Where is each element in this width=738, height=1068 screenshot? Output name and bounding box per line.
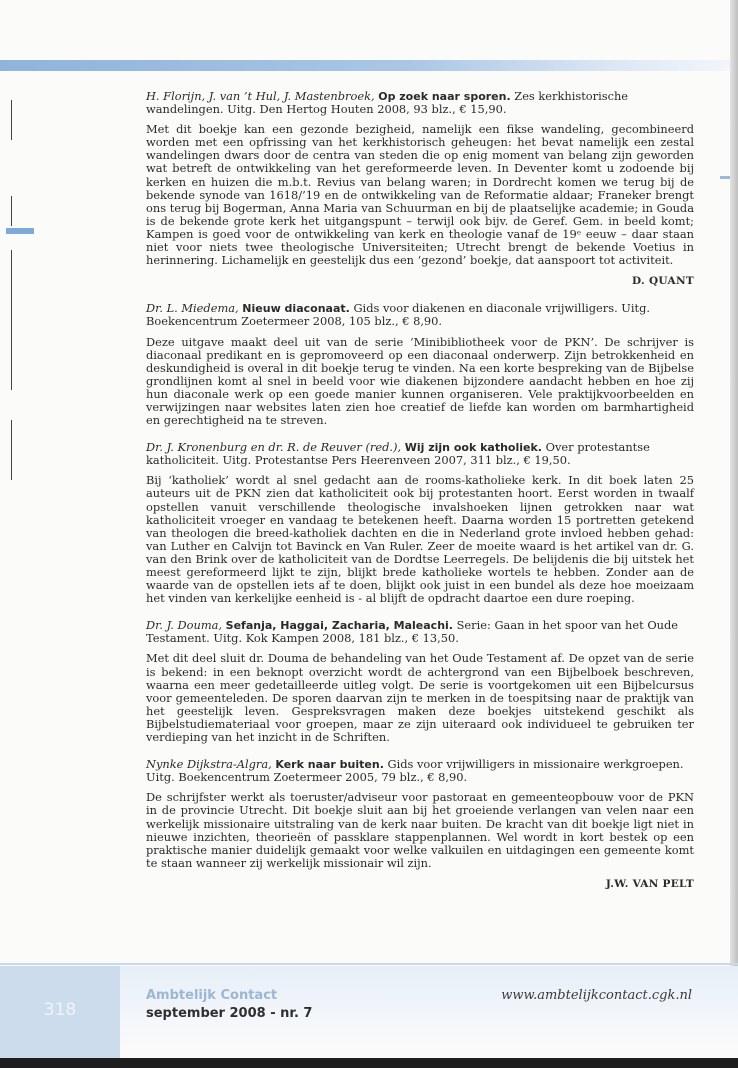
book-authors: Dr. J. Douma, — [146, 618, 223, 633]
review-column — [146, 90, 694, 905]
review-entry — [146, 441, 694, 605]
website-url: www.ambtelijkcontact.cgk.nl — [501, 988, 692, 1003]
book-details: Gids voor diakenen en diaconale vrijwilligers. Uitg. Boekencentrum Zoetermeer 2008, 105 blz., € 8,90. — [146, 301, 651, 329]
review-entry — [146, 758, 694, 891]
margin-tick — [11, 100, 12, 140]
book-details: Over protestantse katholiciteit. Uitg. Protestantse Pers Heerenveen 2007, 311 blz., € 19,50. — [146, 440, 650, 468]
review-entry — [146, 90, 694, 288]
margin-tick — [11, 250, 12, 390]
margin-tick — [11, 196, 12, 226]
page-bottom-edge — [0, 1058, 738, 1068]
issue-label: september 2008 - nr. 7 — [146, 1006, 313, 1021]
book-citation — [146, 619, 694, 645]
book-authors: Nynke Dijkstra-Algra, — [146, 757, 272, 772]
review-text: Deze uitgave maakt deel uit van de serie ‘Minibibliotheek voor de PKN’. De schrijver is diaconaal predikant en is gepromoveerd op een diaconaal onderwerp. Zijn betrokkenheid en deskundigheid is overal in dit boekje terug te vinden. Na een korte bespreking van de Bijbelse grondlijnen komt al snel in beeld voor wie diakenen bijzondere aandacht hebben en hoe zij hun diaconale werk op een goede manier kunnen organiseren. Vele praktijkvoorbeelden en verwijzingen naar websites laten zien hoe creatief de liefde kan worden om barmhartigheid en gerechtigheid na te streven. — [146, 334, 694, 428]
review-text: De schrijfster werkt als toeruster/adviseur voor pastoraat en gemeenteopbouw voor de PKN in de provincie Utrecht. Dit boekje sluit aan bij het groeiende verlangen van velen naar een werkelijk missionaire uitstraling van de kerk naar buiten. De kracht van dit boekje ligt niet in nieuwe inzichten, theorieën of passklare stappenplannen. Wel wordt in kort bestek op een praktische manier duidelijk gemaakt voor welke valkuilen en uitdagingen een gemeente komt te staan wanneer zij werkelijk missionair wil zijn. — [146, 790, 694, 870]
book-title: Kerk naar buiten. — [275, 758, 384, 772]
book-title: Op zoek naar sporen. — [378, 90, 511, 103]
review-text: Met dit deel sluit dr. Douma de behandeling van het Oude Testament af. De opzet van de serie is bekend: in een beknopt overzicht wordt de achtergrond van een Bijbelboek beschreven, waarna een meer gedetailleerde uitleg volgt. De serie is voortgekomen uit een Bijbelcursus voor gemeenteleden. De sporen daarvan zijn te merken in de toespitsing naar de praktijk van het geestelijk leven. Gespreksvragen maken deze boekjes uitstekend geschikt als Bijbelstudiemateriaal voor groepen, maar ze zijn uiteraard ook individueel te gebruiken ter verdieping van het inzicht in de Schriften. — [146, 651, 694, 745]
book-citation — [146, 441, 694, 467]
margin-tick — [11, 420, 12, 480]
book-citation — [146, 90, 694, 116]
margin-tab — [6, 228, 34, 234]
header-band — [0, 60, 738, 71]
reviewer-name: J.W. VAN PELT — [605, 877, 694, 890]
book-details: Zes kerkhistorische wandelingen. Uitg. Den Hertog Houten 2008, 93 blz., € 15,90. — [146, 89, 629, 117]
page-number: 318 — [43, 1000, 77, 1020]
book-citation — [146, 758, 694, 784]
footer-rule — [0, 963, 738, 965]
book-details: Gids voor vrijwilligers in missionaire werkgroepen. Uitg. Boekencentrum Zoetermeer 2005, 79 blz., € 8,90. — [146, 757, 684, 785]
review-entry — [146, 302, 694, 427]
book-details: Serie: Gaan in het spoor van het Oude Testament. Uitg. Kok Kampen 2008, 181 blz., € 13,50. — [146, 618, 679, 646]
book-title: Sefanja, Haggai, Zacharia, Maleachi. — [225, 619, 453, 633]
review-text: Bij ‘katholiek’ wordt al snel gedacht aan de rooms-katholieke kerk. In dit boek laten 25 auteurs uit de PKN zien dat katholiciteit ook bij protestanten hoort. Eerst worden in twaalf opstellen vanuit verschillende theologische invalshoeken lijnen getrokken naar wat katholiciteit vroeger en vandaag te betekenen heeft. Daarna worden 15 portretten getekend van theologen die breed-katholiek dachten en die in Nederland grote invloed hebben gehad: van Luther en Calvijn tot Bavinck en Van Ruler. Zeer de moeite waard is het artikel van dr. G. van den Brink over de katholiciteit van de Dordtse Leerregels. De belijdenis die bij uitstek het meest gereformeerd lijkt te zijn, blijkt brede katholieke wortels te hebben. Zonder aan de waarde van de opstellen iets af te doen, blijkt ook juist in een bundel als deze hoe moeizaam het vinden van kerkelijke eenheid is - al blijft de opdracht daartoe een dure roeping. — [146, 473, 694, 606]
book-title: Nieuw diaconaat. — [242, 302, 350, 316]
review-text: Met dit boekje kan een gezonde bezigheid, namelijk een fikse wandeling, gecombineerd worden met een opfrissing van het kerkhistorisch geheugen: het bevat namelijk een zestal wandelingen dwars door de centra van steden die op enig moment van belang zijn geworden wat betreft de ontwikkeling van het gereformeerde leven. In Deventer komt u zodoende bij kerken en huizen die m.b.t. Revius van belang waren; in Dordrecht komen we terug bij de bekende synode van 1618/’19 en de ontwikkeling van de Reformatie aldaar; Franeker brengt ons terug bij Bogerman, Anna Maria van Schuurman en bij de plaatselijke academie; in Gouda is de bekende grote kerk het uitgangspunt – terwijl ook bijv. de Geref. Gem. in beeld komt; Kampen is goed voor de ontwikkeling van kerk en theologie vanaf de 19ᵉ eeuw – daar staan niet voor niets twee theologische Universiteiten; Utrecht brengt de bekende Voetius in herinnering. Lichamelijk en geestelijk dus een ‘gezond’ boekje, dat aanspoort tot activiteit. — [146, 122, 694, 268]
book-title: Wij zijn ook katholiek. — [404, 441, 542, 455]
book-authors: H. Florijn, J. van ’t Hul, J. Mastenbroek, — [146, 89, 375, 103]
book-authors: Dr. L. Miedema, — [146, 301, 239, 316]
magazine-title: Ambtelijk Contact — [146, 988, 278, 1003]
margin-marks — [0, 100, 40, 500]
margin-marker — [720, 176, 730, 179]
review-entry — [146, 619, 694, 744]
book-citation — [146, 302, 694, 328]
book-authors: Dr. J. Kronenburg en dr. R. de Reuver (red.), — [146, 440, 402, 455]
reviewer-name: D. QUANT — [632, 275, 694, 288]
page-edge — [730, 0, 738, 1068]
